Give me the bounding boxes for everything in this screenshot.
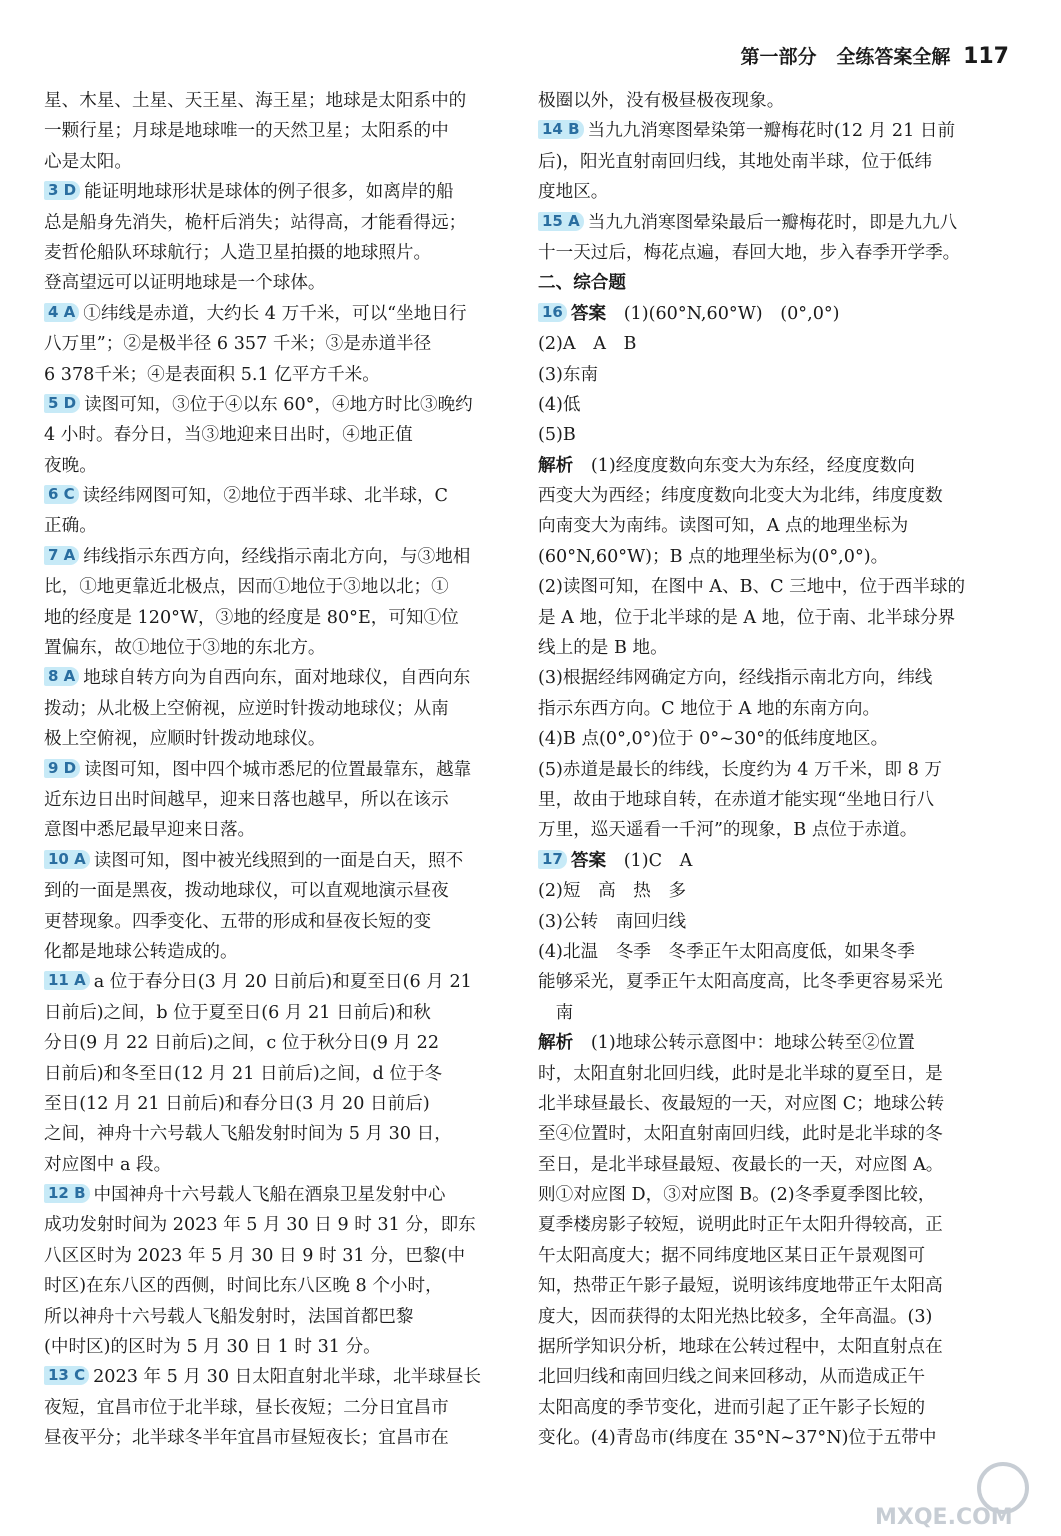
text-line xyxy=(44,116,516,146)
line-text: 十一天过后，梅花点遍，春回大地，步入春季开学季。 xyxy=(538,242,961,263)
text-line xyxy=(538,177,1010,207)
line-text: 麦哲伦船队环球航行；人造卫星拍摄的地球照片。 xyxy=(44,242,432,263)
text-line xyxy=(538,299,1010,329)
line-text: 能够采光，夏季正午太阳高度高，比冬季更容易采光 xyxy=(538,972,943,993)
text-line xyxy=(44,755,516,785)
text-line xyxy=(44,907,516,937)
line-text: 中国神舟十六号载人飞船在酒泉卫星发射中心 xyxy=(93,1185,446,1206)
text-line xyxy=(538,390,1010,420)
text-line xyxy=(538,238,1010,268)
text-line xyxy=(44,1241,516,1271)
text-line xyxy=(44,1059,516,1089)
line-text: 据所学知识分析，地球在公转过程中，太阳直射点在 xyxy=(538,1337,943,1358)
line-text: 八区区时为 2023 年 5 月 30 日 9 时 31 分，巴黎(中 xyxy=(44,1245,466,1266)
text-line xyxy=(44,1089,516,1119)
line-text: (4)B 点(0°,0°)位于 0°~30°的低纬度地区。 xyxy=(538,729,889,750)
page-header xyxy=(741,42,1009,69)
line-text: 更替现象。四季变化、五带的形成和昼夜长短的变 xyxy=(44,911,432,932)
text-line xyxy=(44,633,516,663)
text-line xyxy=(538,876,1010,906)
line-text: 度地区。 xyxy=(538,182,609,203)
line-text: 八万里”；②是极半径 6 357 千米；③是赤道半径 xyxy=(44,334,432,355)
section-heading: 二、综合题 xyxy=(538,273,626,294)
text-line xyxy=(44,1180,516,1210)
text-line xyxy=(538,208,1010,238)
line-text: 南 xyxy=(538,1002,574,1023)
text-line xyxy=(538,1423,1010,1453)
question-number-badge: 16 xyxy=(538,303,567,322)
line-text: 分日(9 月 22 日前后)之间，c 位于秋分日(9 月 22 xyxy=(44,1033,440,1054)
line-text: 比，①地更靠近北极点，因而①地位于③地以北；① xyxy=(44,577,449,598)
text-line xyxy=(44,451,516,481)
text-line xyxy=(44,360,516,390)
line-text: 至日，是北半球昼最短、夜最长的一天，对应图 A。 xyxy=(538,1154,944,1175)
line-text: 纬线指示东西方向，经线指示南北方向，与③地相 xyxy=(83,546,471,567)
text-line xyxy=(538,511,1010,541)
line-text: 太阳高度的季节变化，进而引起了正午影子长短的 xyxy=(538,1397,926,1418)
question-number-badge: 3 D xyxy=(44,181,80,200)
line-text: 4 小时。春分日，当③地迎来日出时，④地正值 xyxy=(44,425,413,446)
text-line xyxy=(538,1302,1010,1332)
line-text: 极圈以外，没有极昼极夜现象。 xyxy=(538,91,785,111)
line-text: 知，热带正午影子最短，说明该纬度地带正午太阳高 xyxy=(538,1276,943,1297)
watermark-text: MXQE.COM xyxy=(875,1505,1013,1530)
line-text: 至日(12 月 21 日前后)和春分日(3 月 20 日前后) xyxy=(44,1093,430,1114)
line-text: 后)，阳光直射南回归线，其地处南半球，位于低纬 xyxy=(538,151,932,172)
text-line xyxy=(538,937,1010,967)
line-text: 之间，神舟十六号载人飞船发射时间为 5 月 30 日， xyxy=(44,1124,452,1145)
text-line xyxy=(538,1393,1010,1423)
line-text: (5)赤道是最长的纬线，长度约为 4 万千米，即 8 万 xyxy=(538,759,942,780)
line-text: 变化。(4)青岛市(纬度在 35°N~37°N)位于五带中 xyxy=(538,1428,937,1449)
text-line xyxy=(44,420,516,450)
line-text: 时区)在东八区的西侧，时间比东八区晚 8 个小时， xyxy=(44,1276,443,1297)
text-line xyxy=(538,907,1010,937)
line-text: 登高望远可以证明地球是一个球体。 xyxy=(44,273,326,294)
text-line xyxy=(538,360,1010,390)
line-text: 意图中悉尼最早迎来日落。 xyxy=(44,820,256,841)
text-line xyxy=(44,663,516,693)
line-text: 极上空俯视，应顺时针拨动地球仪。 xyxy=(44,729,326,750)
line-text: 夜晚。 xyxy=(44,455,97,476)
question-number-badge: 8 A xyxy=(44,667,79,686)
question-number-badge: 15 A xyxy=(538,212,584,231)
line-text: 日前后)和冬至日(12 月 21 日前后)之间，d 位于冬 xyxy=(44,1063,443,1084)
line-text: 总是船身先消失，桅杆后消失；站得高，才能看得远； xyxy=(44,212,467,233)
left-column xyxy=(44,86,516,1454)
line-text: 化都是地球公转造成的。 xyxy=(44,941,238,962)
text-line xyxy=(538,967,1010,997)
text-line xyxy=(538,1332,1010,1362)
line-text: 到的一面是黑夜，拨动地球仪，可以直观地演示昼夜 xyxy=(44,881,449,902)
line-text: 地的经度是 120°W，③地的经度是 80°E，可知①位 xyxy=(44,607,459,628)
text-line xyxy=(538,420,1010,450)
text-line xyxy=(538,633,1010,663)
text-line xyxy=(538,451,1010,481)
line-text: 西变大为西经；纬度度数向北变大为北纬，纬度度数 xyxy=(538,486,943,507)
line-text: (2)短 高 热 多 xyxy=(538,881,687,902)
line-text: 近东边日出时间越早，迎来日落也越早，所以在该示 xyxy=(44,789,449,810)
line-text: (2)读图可知，在图中 A、B、C 三地中，位于西半球的 xyxy=(538,577,966,598)
line-text: 午太阳高度大；据不同纬度地区某日正午景观图可 xyxy=(538,1245,926,1266)
question-number-badge: 10 A xyxy=(44,850,90,869)
page-number: 117 xyxy=(963,44,1009,69)
text-line xyxy=(44,998,516,1028)
answer-label: 答案 xyxy=(570,303,607,324)
text-line xyxy=(44,846,516,876)
answer-label: 答案 xyxy=(570,850,607,871)
line-text: 北半球昼最长、夜最短的一天，对应图 C；地球公转 xyxy=(538,1093,945,1114)
text-line xyxy=(538,1089,1010,1119)
text-line xyxy=(44,724,516,754)
line-text: (1)经度度数向东变大为东经，经度度数向 xyxy=(590,455,915,476)
header-book-title: 全练答案全解 xyxy=(836,46,951,68)
text-line xyxy=(538,1271,1010,1301)
question-number-badge: 6 C xyxy=(44,485,79,504)
text-line xyxy=(538,481,1010,511)
line-text: 2023 年 5 月 30 日太阳直射北半球，北半球昼长 xyxy=(93,1367,481,1388)
text-line xyxy=(538,329,1010,359)
text-line xyxy=(44,967,516,997)
line-text: 星、木星、土星、天王星、海王星；地球是太阳系中的 xyxy=(44,91,467,111)
text-line xyxy=(44,1119,516,1149)
line-text: 日前后)之间，b 位于夏至日(6 月 21 日前后)和秋 xyxy=(44,1002,431,1023)
line-text: 正确。 xyxy=(44,516,97,537)
text-line xyxy=(538,694,1010,724)
line-text: (2)A A B xyxy=(538,334,637,355)
text-line xyxy=(538,542,1010,572)
line-text: 地球自转方向为自西向东，面对地球仪，自西向东 xyxy=(83,668,471,689)
line-text: 昼夜平分；北半球冬半年宜昌市昼短夜长；宜昌市在 xyxy=(44,1428,449,1449)
line-text: 北回归线和南回归线之间来回移动，从而造成正午 xyxy=(538,1367,926,1388)
line-text: (中时区)的区时为 5 月 30 日 1 时 31 分。 xyxy=(44,1337,381,1358)
text-line xyxy=(538,815,1010,845)
text-line xyxy=(44,511,516,541)
text-line xyxy=(538,572,1010,602)
line-text: (5)B xyxy=(538,425,576,446)
text-line xyxy=(44,481,516,511)
question-number-badge: 12 B xyxy=(44,1184,90,1203)
text-line xyxy=(44,238,516,268)
text-line xyxy=(44,815,516,845)
line-text: 置偏东，故①地位于③地的东北方。 xyxy=(44,638,326,659)
text-line xyxy=(538,663,1010,693)
text-line xyxy=(538,86,1010,116)
line-text: 是 A 地，位于北半球的是 A 地，位于南、北半球分界 xyxy=(538,607,956,628)
line-text: 所以神舟十六号载人飞船发射时，法国首都巴黎 xyxy=(44,1306,414,1327)
text-line xyxy=(44,694,516,724)
text-line xyxy=(44,390,516,420)
text-line xyxy=(538,998,1010,1028)
text-line xyxy=(538,603,1010,633)
text-line xyxy=(538,846,1010,876)
line-text: 时，太阳直射北回归线，此时是北半球的夏至日，是 xyxy=(538,1063,943,1084)
right-column xyxy=(538,86,1010,1454)
line-text: 夜短，宜昌市位于北半球，昼长夜短；二分日宜昌市 xyxy=(44,1397,449,1418)
line-text: 则①对应图 D，③对应图 B。(2)冬季夏季图比较， xyxy=(538,1185,936,1206)
text-line xyxy=(538,755,1010,785)
text-line xyxy=(538,1119,1010,1149)
line-text: 至④位置时，太阳直射南回归线，此时是北半球的冬 xyxy=(538,1124,943,1145)
line-text: 对应图中 a 段。 xyxy=(44,1154,172,1175)
text-line xyxy=(44,1271,516,1301)
line-text: (60°N,60°W)；B 点的地理坐标为(0°,0°)。 xyxy=(538,546,889,567)
text-line xyxy=(44,1028,516,1058)
text-line xyxy=(44,1150,516,1180)
text-line xyxy=(44,147,516,177)
line-text: 心是太阳。 xyxy=(44,151,132,172)
watermark-logo xyxy=(863,1460,1043,1530)
text-line xyxy=(538,1028,1010,1058)
question-number-badge: 9 D xyxy=(44,759,80,778)
answer-label: 解析 xyxy=(538,455,574,476)
line-text: 6 378千米；④是表面积 5.1 亿平方千米。 xyxy=(44,364,380,385)
line-text: 读经纬网图可知，②地位于西半球、北半球，C xyxy=(82,486,449,507)
answer-label: 解析 xyxy=(538,1033,574,1054)
text-line xyxy=(44,1210,516,1240)
question-number-badge: 13 C xyxy=(44,1366,89,1385)
line-text: (4)低 xyxy=(538,394,581,415)
line-text: 读图可知，③位于④以东 60°，④地方时比③晚约 xyxy=(84,394,473,415)
text-line xyxy=(538,785,1010,815)
text-line xyxy=(44,937,516,967)
text-line xyxy=(44,1302,516,1332)
text-line xyxy=(44,1332,516,1362)
text-line xyxy=(538,116,1010,146)
text-line xyxy=(44,177,516,207)
line-text: (3)根据经纬网确定方向，经线指示南北方向，纬线 xyxy=(538,668,933,689)
text-line xyxy=(538,1059,1010,1089)
line-text: (1)地球公转示意图中：地球公转至②位置 xyxy=(590,1033,915,1054)
question-number-badge: 14 B xyxy=(538,120,584,139)
text-line xyxy=(44,86,516,116)
text-line xyxy=(538,1362,1010,1392)
header-section: 第一部分 xyxy=(740,46,817,68)
line-text: 度大，因而获得的太阳光热比较多，全年高温。(3) xyxy=(538,1306,933,1327)
line-text: 读图可知，图中四个城市悉尼的位置最靠东，越靠 xyxy=(84,759,472,780)
text-line xyxy=(44,268,516,298)
line-text: 向南变大为南纬。读图可知，A 点的地理坐标为 xyxy=(538,516,909,537)
text-line xyxy=(44,329,516,359)
question-number-badge: 7 A xyxy=(44,546,79,565)
line-text: (1)C A xyxy=(623,850,693,871)
text-line xyxy=(44,603,516,633)
line-text: 当九九消寒图晕染最后一瓣梅花时，即是九九八 xyxy=(587,212,958,233)
text-line xyxy=(538,1241,1010,1271)
line-text: 里，故由于地球自转，在赤道才能实现“坐地日行八 xyxy=(538,789,935,810)
line-text: 成功发射时间为 2023 年 5 月 30 日 9 时 31 分，即东 xyxy=(44,1215,476,1236)
question-number-badge: 5 D xyxy=(44,394,80,413)
line-text: (4)北温 冬季 冬季正午太阳高度低，如果冬季 xyxy=(538,941,915,962)
text-line xyxy=(44,785,516,815)
line-text: 一颗行星；月球是地球唯一的天然卫星；太阳系的中 xyxy=(44,121,449,142)
question-number-badge: 11 A xyxy=(44,971,90,990)
line-text: ①纬线是赤道，大约长 4 万千米，可以“坐地日行 xyxy=(83,303,467,324)
line-text: 读图可知，图中被光线照到的一面是白天，照不 xyxy=(93,850,464,871)
text-line xyxy=(44,1423,516,1453)
question-number-badge: 4 A xyxy=(44,303,79,322)
line-text: (3)东南 xyxy=(538,364,599,385)
text-line xyxy=(44,299,516,329)
text-line xyxy=(44,208,516,238)
text-line xyxy=(538,147,1010,177)
line-text: a 位于春分日(3 月 20 日前后)和夏至日(6 月 21 xyxy=(93,972,472,993)
text-line xyxy=(44,876,516,906)
question-number-badge: 17 xyxy=(538,850,567,869)
line-text: 拨动；从北极上空俯视，应逆时针拨动地球仪；从南 xyxy=(44,698,449,719)
text-line xyxy=(44,1393,516,1423)
line-text: 能证明地球形状是球体的例子很多，如离岸的船 xyxy=(84,182,454,203)
text-line xyxy=(538,724,1010,754)
text-line xyxy=(538,1180,1010,1210)
text-line xyxy=(44,1362,516,1392)
text-line xyxy=(538,268,1010,298)
text-line xyxy=(538,1210,1010,1240)
line-text: 万里，巡天遥看一千河”的现象，B 点位于赤道。 xyxy=(538,820,918,841)
line-text: 指示东西方向。C 地位于 A 地的东南方向。 xyxy=(538,698,881,719)
line-text: 夏季楼房影子较短，说明此时正午太阳升得较高，正 xyxy=(538,1215,943,1236)
text-line xyxy=(538,1150,1010,1180)
line-text: 当九九消寒图晕染第一瓣梅花时(12 月 21 日前 xyxy=(587,121,956,142)
line-text: 线上的是 B 地。 xyxy=(538,638,668,659)
line-text: (1)(60°N,60°W) (0°,0°) xyxy=(623,303,840,324)
text-line xyxy=(44,542,516,572)
line-text: (3)公转 南回归线 xyxy=(538,911,687,932)
text-line xyxy=(44,572,516,602)
